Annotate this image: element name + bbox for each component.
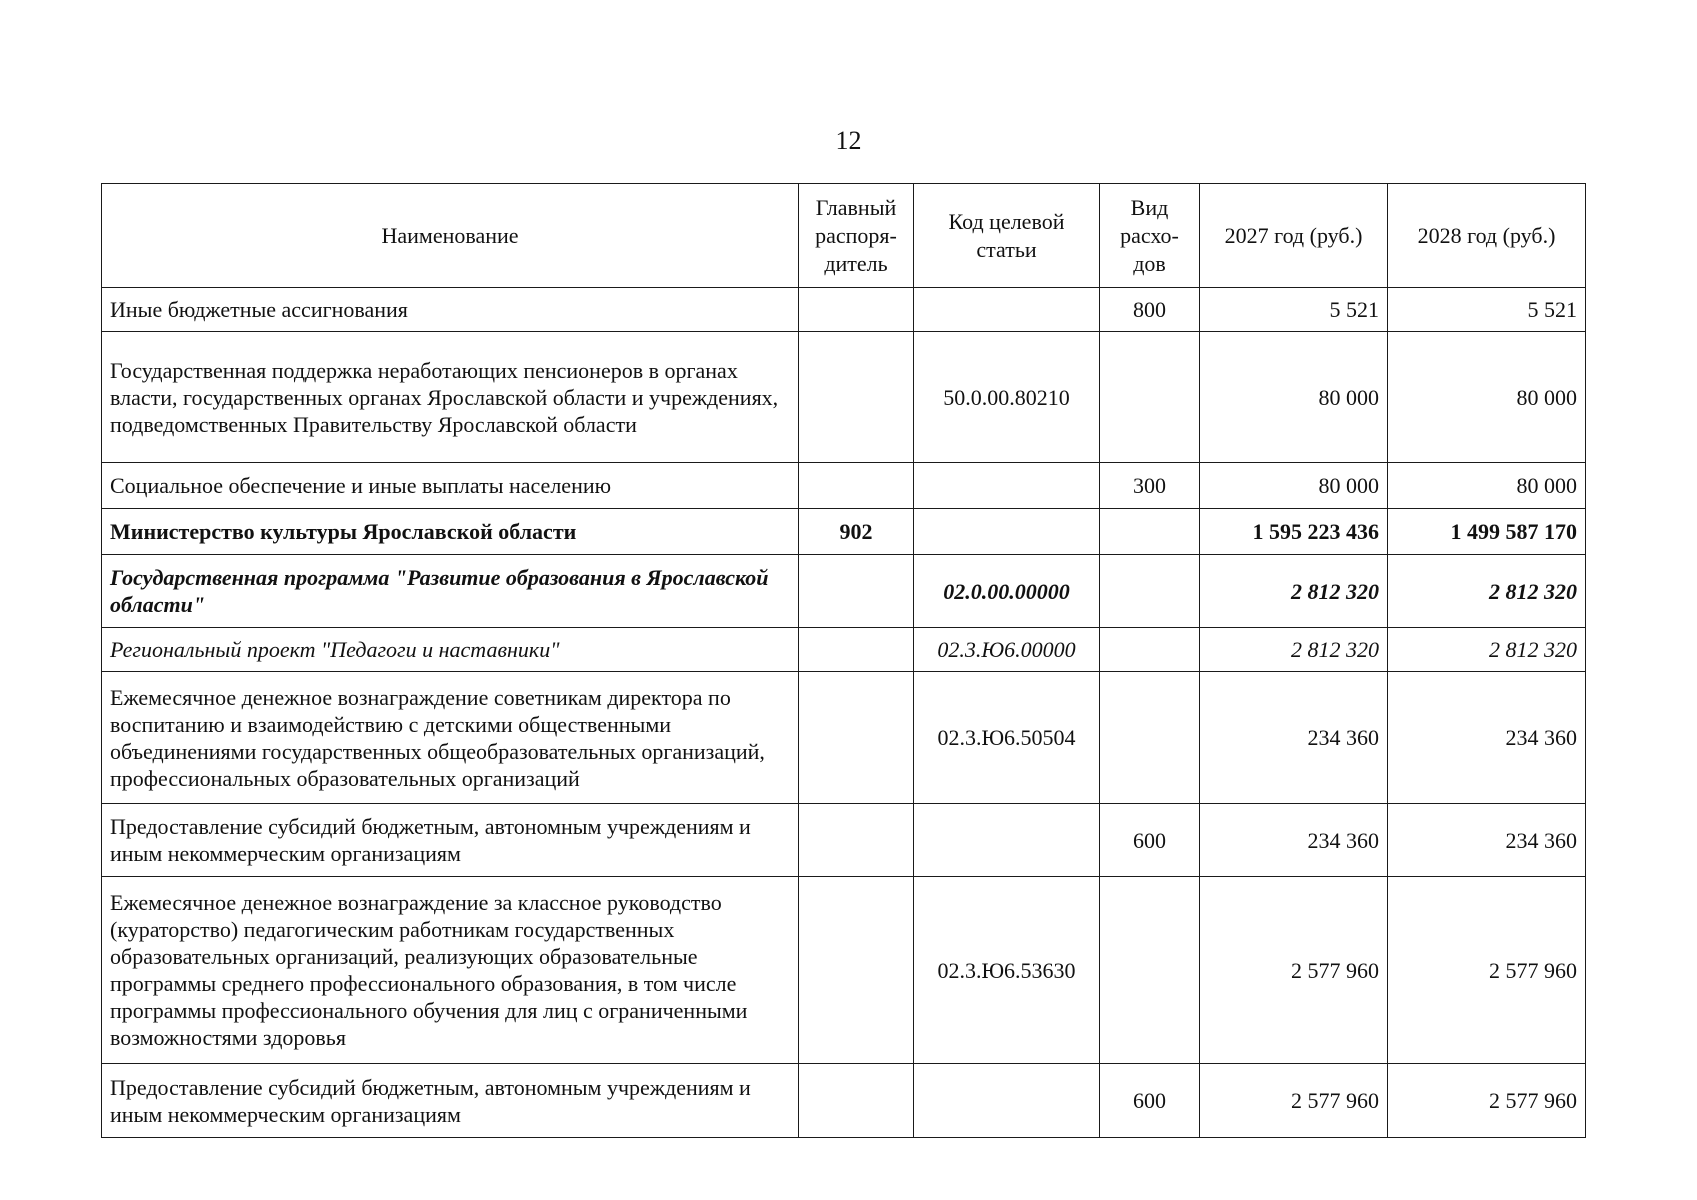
row-2028: 5 521 — [1388, 288, 1586, 332]
row-type — [1100, 509, 1200, 555]
row-2027: 2 577 960 — [1200, 1064, 1388, 1138]
row-code: 02.3.Ю6.53630 — [914, 877, 1100, 1064]
table-row — [102, 332, 1586, 463]
table-row — [102, 509, 1586, 555]
row-type: 600 — [1100, 1064, 1200, 1138]
row-type — [1100, 628, 1200, 672]
row-type: 600 — [1100, 804, 1200, 877]
row-code: 02.3.Ю6.00000 — [914, 628, 1100, 672]
row-code: 50.0.00.80210 — [914, 332, 1100, 463]
row-admin: 902 — [799, 509, 914, 555]
row-name: Иные бюджетные ассигнования — [102, 288, 799, 332]
row-2027: 80 000 — [1200, 332, 1388, 463]
row-type — [1100, 332, 1200, 463]
row-2027: 2 812 320 — [1200, 555, 1388, 628]
row-2028: 234 360 — [1388, 804, 1586, 877]
row-admin — [799, 672, 914, 804]
row-admin — [799, 628, 914, 672]
row-2028: 1 499 587 170 — [1388, 509, 1586, 555]
table-header-row — [102, 184, 1586, 288]
row-type: 300 — [1100, 463, 1200, 509]
row-name: Государственная программа "Развитие образования в Ярославской области" — [102, 555, 799, 628]
row-2028: 2 577 960 — [1388, 877, 1586, 1064]
header-type: Вид расхо-дов — [1100, 184, 1200, 288]
row-type — [1100, 672, 1200, 804]
row-2027: 2 812 320 — [1200, 628, 1388, 672]
row-2027: 234 360 — [1200, 672, 1388, 804]
row-2028: 2 577 960 — [1388, 1064, 1586, 1138]
row-admin — [799, 877, 914, 1064]
page-number: 12 — [835, 126, 862, 155]
header-code: Код целевой статьи — [914, 184, 1100, 288]
row-admin — [799, 555, 914, 628]
row-admin — [799, 332, 914, 463]
row-name: Ежемесячное денежное вознаграждение за классное руководство (кураторство) педагогическим работникам государственных образовательных организаций, реализующих образовательные программы среднего профессионального образования, в том числе программы профессионального обучения для лиц с ограниченными возможностями здоровья — [102, 877, 799, 1064]
row-code: 02.0.00.00000 — [914, 555, 1100, 628]
row-type — [1100, 555, 1200, 628]
table-row — [102, 628, 1586, 672]
row-admin — [799, 804, 914, 877]
row-name: Предоставление субсидий бюджетным, автономным учреждениям и иным некоммерческим организациям — [102, 1064, 799, 1138]
table-row — [102, 672, 1586, 804]
row-code — [914, 509, 1100, 555]
row-code — [914, 1064, 1100, 1138]
row-name: Социальное обеспечение и иные выплаты населению — [102, 463, 799, 509]
row-name: Предоставление субсидий бюджетным, автономным учреждениям и иным некоммерческим организациям — [102, 804, 799, 877]
header-2027: 2027 год (руб.) — [1200, 184, 1388, 288]
row-2028: 80 000 — [1388, 332, 1586, 463]
row-2028: 2 812 320 — [1388, 555, 1586, 628]
header-2028: 2028 год (руб.) — [1388, 184, 1586, 288]
row-2027: 234 360 — [1200, 804, 1388, 877]
row-2027: 1 595 223 436 — [1200, 509, 1388, 555]
row-admin — [799, 288, 914, 332]
row-admin — [799, 463, 914, 509]
row-code — [914, 288, 1100, 332]
budget-table — [101, 183, 1586, 1138]
header-name: Наименование — [102, 184, 799, 288]
row-code: 02.3.Ю6.50504 — [914, 672, 1100, 804]
row-2028: 2 812 320 — [1388, 628, 1586, 672]
row-2028: 80 000 — [1388, 463, 1586, 509]
table-row — [102, 463, 1586, 509]
table-row — [102, 877, 1586, 1064]
table-row — [102, 288, 1586, 332]
row-2028: 234 360 — [1388, 672, 1586, 804]
table-row — [102, 1064, 1586, 1138]
row-admin — [799, 1064, 914, 1138]
row-2027: 5 521 — [1200, 288, 1388, 332]
table-row — [102, 555, 1586, 628]
row-name: Ежемесячное денежное вознаграждение советникам директора по воспитанию и взаимодействию с детскими общественными объединениями государственных общеобразовательных организаций, профессиональных образовательных организаций — [102, 672, 799, 804]
row-code — [914, 804, 1100, 877]
row-type — [1100, 877, 1200, 1064]
row-2027: 80 000 — [1200, 463, 1388, 509]
header-admin: Главный распоря-дитель — [799, 184, 914, 288]
row-type: 800 — [1100, 288, 1200, 332]
row-2027: 2 577 960 — [1200, 877, 1388, 1064]
row-code — [914, 463, 1100, 509]
row-name: Министерство культуры Ярославской области — [102, 509, 799, 555]
table-row — [102, 804, 1586, 877]
row-name: Региональный проект "Педагоги и наставники" — [102, 628, 799, 672]
row-name: Государственная поддержка неработающих пенсионеров в органах власти, государственных органах Ярославской области и учреждениях, подведомственных Правительству Ярославской области — [102, 332, 799, 463]
